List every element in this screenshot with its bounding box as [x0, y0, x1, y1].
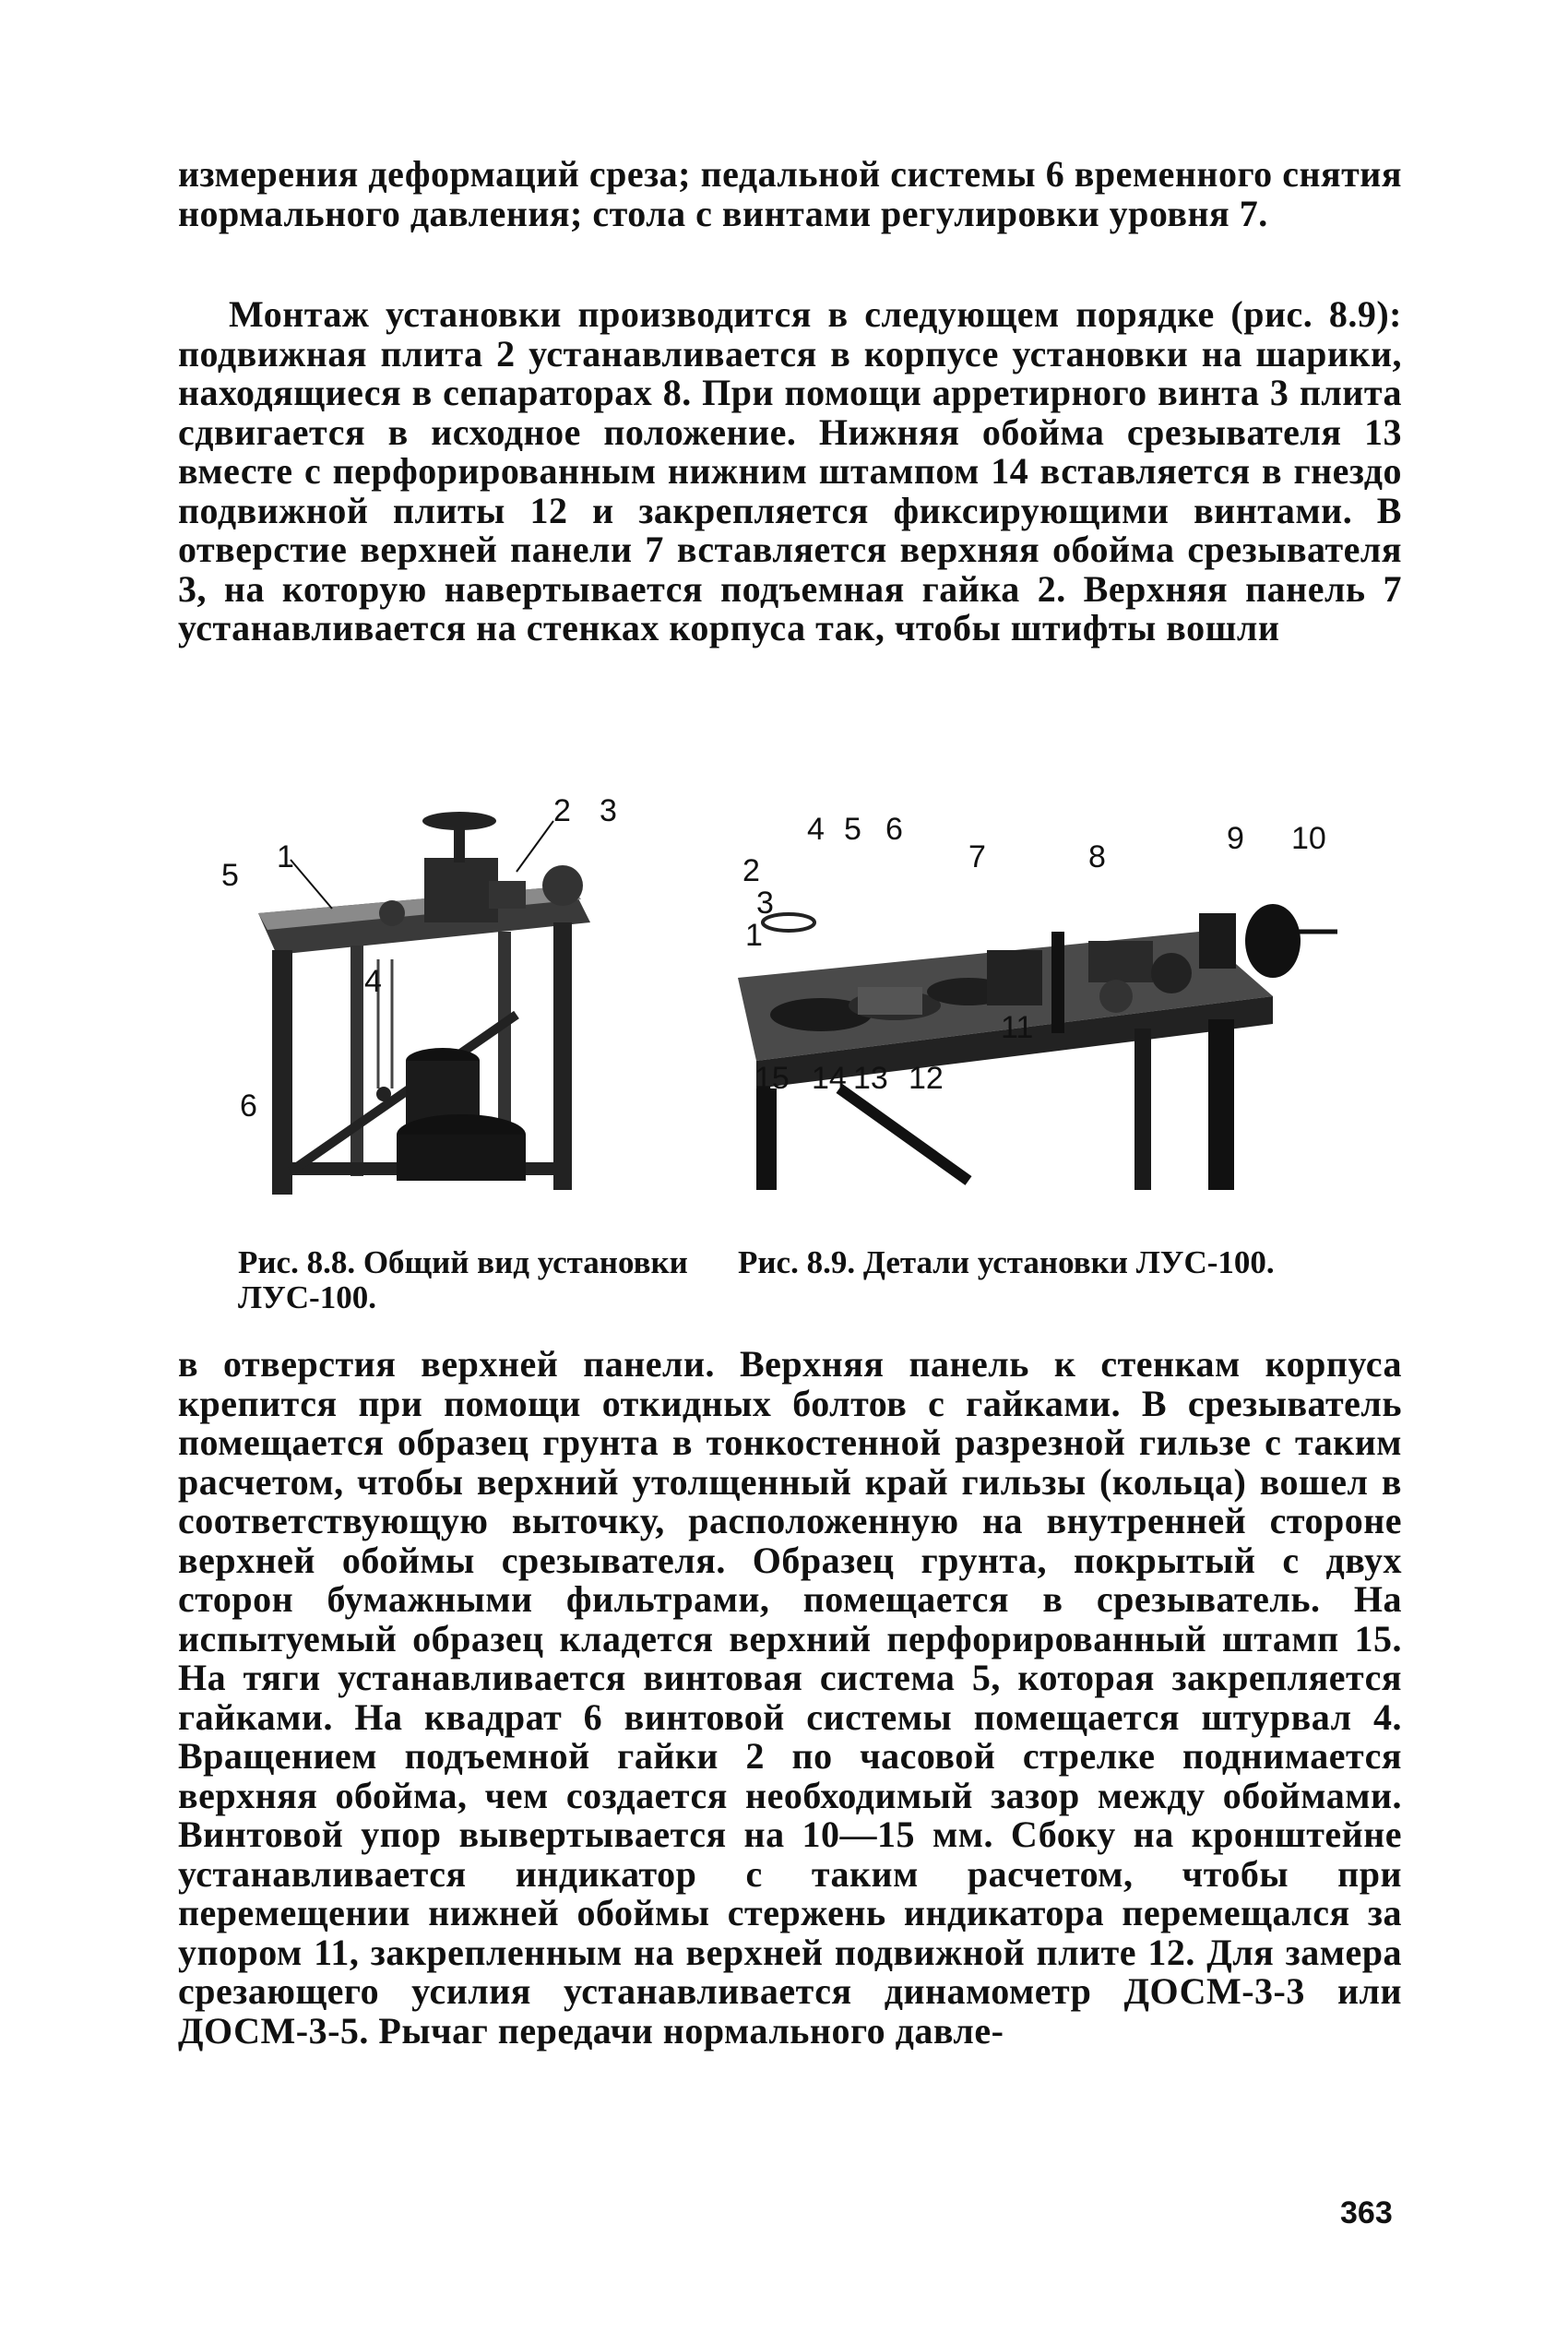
- figure-8-9-label-4: 4: [807, 812, 825, 847]
- figure-8-9-label-10: 10: [1291, 821, 1326, 856]
- figure-8-9-label-13: 13: [853, 1061, 888, 1096]
- figure-8-9-label-2: 2: [742, 853, 760, 888]
- figure-8-9-photo: [738, 812, 1347, 1199]
- figure-8-9-label-15: 15: [754, 1061, 790, 1096]
- figure-8-8-label-5: 5: [221, 858, 239, 893]
- paragraph-continuation: измерения деформаций среза; педальной системы 6 временного снятия нормального давления; стола с винтами регулировки уровня 7.: [178, 153, 1402, 234]
- figure-8-8-caption: Рис. 8.8. Общий вид установки ЛУС-100.: [238, 1244, 688, 1315]
- figure-8-9-label-1: 1: [745, 918, 763, 953]
- figure-8-9-label-5: 5: [844, 812, 861, 847]
- figure-8-9-caption: Рис. 8.9. Детали установки ЛУС-100.: [738, 1244, 1275, 1280]
- figure-8-9-label-3: 3: [756, 886, 774, 921]
- figure-8-8-label-3: 3: [600, 793, 617, 828]
- figure-8-8-label-6: 6: [240, 1088, 257, 1124]
- figure-8-9-label-14: 14: [812, 1061, 847, 1096]
- paragraph-assembly: Монтаж установки производится в следующем порядке (рис. 8.9): подвижная плита 2 устанавливается в корпусе установки на шарики, находящиеся в сепараторах 8. При помощи арретирного винта 3 плита сдвигается в исходное положение. Нижняя обойма срезывателя 13 вместе с перфорированным нижним штампом 14 вставляется в гнездо подвижной плиты 12 и закрепляется фиксирующими винтами. В отверстие верхней панели 7 вставляется верхняя обойма срезывателя 3, на которую навертывается подъемная гайка 2. Верхняя панель 7 устанавливается на стенках корпуса так, чтобы штифты вошли: [178, 293, 1402, 648]
- figure-8-9-label-11: 11: [1001, 1010, 1034, 1045]
- page-number: 363: [1340, 2195, 1393, 2230]
- figure-8-9-label-7: 7: [968, 839, 986, 874]
- figure-8-9-label-6: 6: [885, 812, 903, 847]
- figure-8-8-label-2: 2: [553, 793, 571, 828]
- figure-8-8-label-1: 1: [277, 839, 294, 874]
- figure-8-8-label-4: 4: [364, 964, 382, 999]
- figure-8-9-label-8: 8: [1088, 839, 1106, 874]
- figure-8-8-photo: [221, 784, 627, 1208]
- figure-8-9-label-12: 12: [909, 1061, 944, 1096]
- paragraph-procedure: в отверстия верхней панели. Верхняя панель к стенкам корпуса крепится при помощи откидных болтов с гайками. В срезыватель помещается образец грунта в тонкостенной разрезной гильзе с таким расчетом, чтобы верхний утолщенный край гильзы (кольца) вошел в соответствующую выточку, расположенную на внутренней стороне верхней обоймы срезывателя. Образец грунта, покрытый с двух сторон бумажными фильтрами, помещается в срезыватель. На испытуемый образец кладется верхний перфорированный штамп 15. На тяги устанавливается винтовая система 5, которая закрепляется гайками. На квадрат 6 винтовой системы помещается штурвал 4. Вращением подъемной гайки 2 по часовой стрелке поднимается верхняя обойма, чем создается необходимый зазор между обоймами. Винтовой упор вывертывается на 10—15 мм. Сбоку на кронштейне устанавливается индикатор с таким расчетом, чтобы при перемещении нижней обоймы стержень индикатора перемещался за упором 11, закрепленным на верхней подвижной плите 12. Для замера срезающего усилия устанавливается динамометр ДОСМ-3-3 или ДОСМ-3-5. Рычаг передачи нормального давле-: [178, 1343, 1402, 2052]
- figure-8-9-label-9: 9: [1227, 821, 1244, 856]
